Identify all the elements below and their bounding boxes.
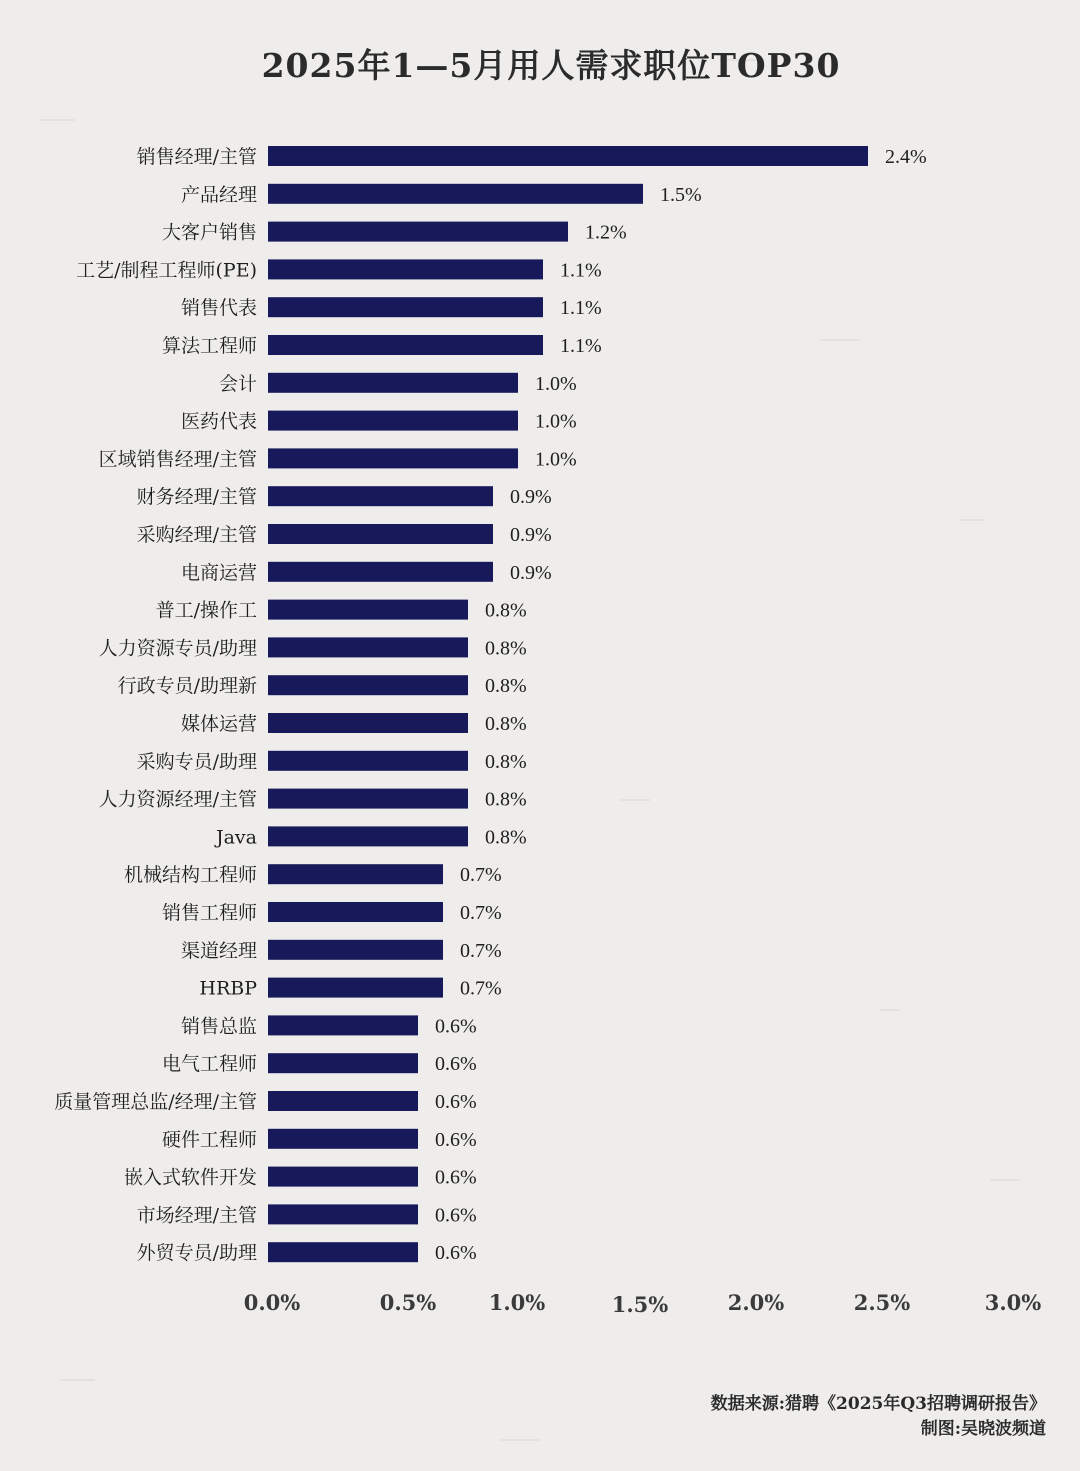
- bar: [268, 1129, 418, 1149]
- category-label: 区域销售经理/主管: [98, 448, 257, 471]
- bar: [268, 600, 468, 620]
- value-label: 0.8%: [485, 599, 527, 622]
- category-label: 渠道经理: [180, 939, 257, 962]
- bar: [268, 335, 543, 355]
- category-label: Java: [215, 826, 257, 849]
- bar: [268, 486, 493, 506]
- x-axis-tick-labels: [244, 1290, 1042, 1317]
- value-label: 0.6%: [435, 1166, 477, 1189]
- category-label: 市场经理/主管: [136, 1204, 257, 1227]
- value-label: 1.2%: [585, 221, 627, 244]
- chart-title: 2025年1—5月用人需求职位TOP30: [261, 46, 841, 85]
- bar: [268, 373, 518, 393]
- value-label: 0.9%: [510, 561, 552, 584]
- value-label: 1.0%: [535, 448, 577, 471]
- bar: [268, 1242, 418, 1262]
- value-label: 0.7%: [460, 977, 502, 1000]
- bar: [268, 448, 518, 468]
- bar: [268, 1091, 418, 1111]
- bar: [268, 713, 468, 733]
- chart-credit-note: 制图:吴晓波频道: [920, 1419, 1046, 1439]
- value-label: 1.1%: [560, 259, 602, 282]
- category-label: 媒体运营: [180, 713, 257, 735]
- bar: [268, 751, 468, 771]
- category-label: 算法工程师: [161, 335, 257, 357]
- value-label: 0.8%: [485, 788, 527, 811]
- x-tick-label: 0.0%: [243, 1290, 301, 1315]
- value-label: 0.8%: [485, 637, 527, 660]
- bar: [268, 259, 543, 279]
- category-label: 销售总监: [180, 1015, 257, 1038]
- bar: [268, 864, 443, 884]
- x-tick-label: 2.0%: [727, 1290, 785, 1315]
- category-label: 会计: [218, 372, 257, 395]
- bar: [268, 297, 543, 317]
- category-label: 采购经理/主管: [136, 524, 257, 546]
- value-label: 0.7%: [460, 939, 502, 962]
- bar: [268, 524, 493, 544]
- value-label: 0.6%: [435, 1091, 477, 1113]
- value-label: 0.7%: [460, 864, 502, 887]
- value-label: 0.6%: [435, 1128, 477, 1151]
- value-label: 1.0%: [535, 410, 577, 433]
- x-tick-label: 3.0%: [984, 1290, 1042, 1315]
- bar: [268, 826, 468, 846]
- bar: [268, 902, 443, 922]
- category-label: 采购专员/助理: [136, 750, 257, 773]
- x-tick-label: 1.5%: [611, 1292, 669, 1317]
- value-label: 0.8%: [485, 750, 527, 773]
- category-label: 人力资源经理/主管: [98, 788, 257, 811]
- category-label: 电商运营: [180, 561, 257, 584]
- category-label: 硬件工程师: [161, 1128, 257, 1151]
- bar: [268, 1204, 418, 1224]
- category-label: 大客户销售: [161, 221, 257, 244]
- bar: [268, 411, 518, 431]
- bar: [268, 1015, 418, 1035]
- value-label: 1.1%: [560, 297, 602, 320]
- bar: [268, 1053, 418, 1073]
- category-label: 销售经理/主管: [136, 146, 257, 168]
- category-label: 质量管理总监/经理/主管: [54, 1091, 257, 1113]
- bar: [268, 562, 493, 582]
- value-label: 0.9%: [510, 486, 552, 509]
- value-label: 0.9%: [510, 524, 552, 546]
- value-label: 0.8%: [485, 713, 527, 735]
- x-tick-label: 1.0%: [488, 1290, 546, 1315]
- category-label: 嵌入式软件开发: [123, 1166, 257, 1189]
- category-label: 电气工程师: [161, 1053, 257, 1076]
- bar: [268, 1167, 418, 1187]
- value-label: 0.6%: [435, 1015, 477, 1038]
- value-label: 0.6%: [435, 1053, 477, 1076]
- category-label: 外贸专员/助理: [136, 1242, 257, 1265]
- value-label: 0.6%: [435, 1242, 477, 1265]
- category-label: 普工/操作工: [155, 599, 257, 622]
- bar: [268, 675, 468, 695]
- bar: [268, 789, 468, 809]
- value-label: 0.8%: [485, 826, 527, 849]
- category-label: 机械结构工程师: [123, 864, 257, 887]
- bar: [268, 222, 568, 242]
- x-tick-label: 2.5%: [853, 1290, 911, 1315]
- category-label: 财务经理/主管: [136, 486, 257, 509]
- bar: [268, 978, 443, 998]
- category-labels: [54, 146, 257, 1264]
- category-label: 销售代表: [180, 297, 257, 320]
- bar: [268, 184, 643, 204]
- category-label: 人力资源专员/助理: [98, 637, 257, 660]
- bar: [268, 637, 468, 657]
- value-label: 1.5%: [660, 183, 702, 206]
- value-label: 1.0%: [535, 372, 577, 395]
- category-label: 产品经理: [180, 183, 257, 206]
- value-label: 2.4%: [885, 146, 927, 168]
- bar: [268, 146, 868, 166]
- category-label: HRBP: [199, 977, 257, 1000]
- value-label: 0.6%: [435, 1204, 477, 1227]
- x-tick-label: 0.5%: [379, 1290, 437, 1315]
- value-label: 0.8%: [485, 675, 527, 698]
- category-label: 销售工程师: [161, 902, 257, 924]
- category-label: 医药代表: [180, 410, 257, 433]
- value-label: 1.1%: [560, 335, 602, 357]
- category-label: 行政专员/助理新: [117, 675, 257, 698]
- category-label: 工艺/制程工程师(PE): [76, 259, 257, 282]
- data-source-note: 数据来源:猎聘《2025年Q3招聘调研报告》: [710, 1394, 1046, 1414]
- bar: [268, 940, 443, 960]
- value-label: 0.7%: [460, 902, 502, 924]
